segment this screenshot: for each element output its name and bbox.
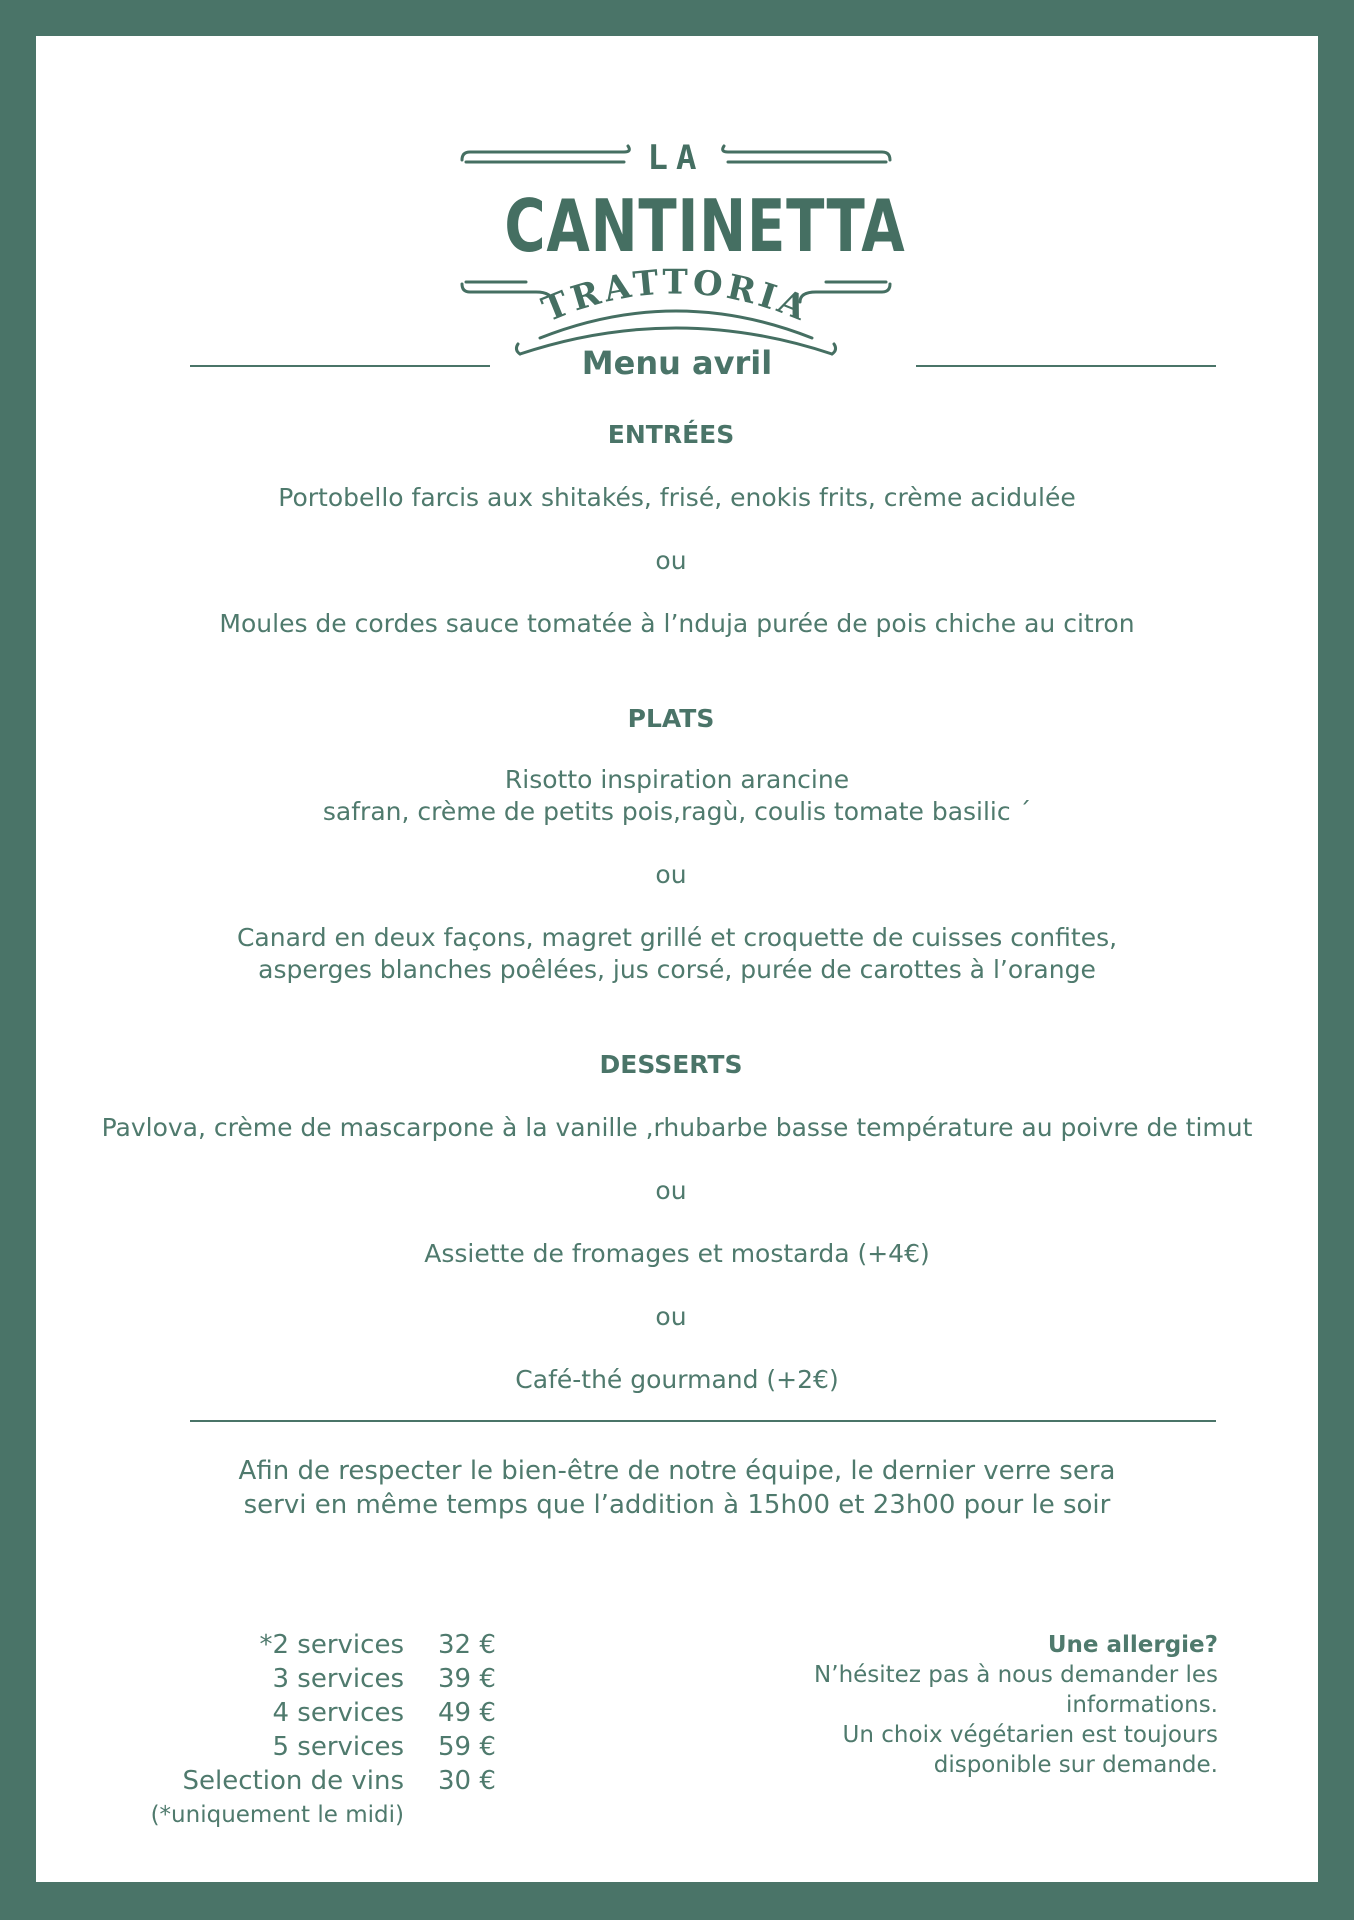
plat-item (36, 764, 1318, 828)
plat-item-line: Canard en deux façons, magret grillé et croquette de cuisses confites, (236, 923, 1118, 952)
price-values (438, 1628, 568, 1798)
price-value: 49 € (438, 1698, 496, 1728)
price-label: 5 services (272, 1732, 404, 1762)
plat-item (36, 922, 1318, 986)
plat-item-line: Risotto inspiration arancine (504, 765, 850, 794)
note-line: servi en même temps que l’addition à 15h00 et 23h00 pour le soir (243, 1490, 1111, 1520)
plat-item-line: asperges blanches poêlées, jus corsé, purée de carottes à l’orange (258, 955, 1096, 984)
logo-cantinetta: CANTINETTA (504, 184, 906, 268)
price-labels (126, 1628, 404, 1832)
price-value: 32 € (438, 1630, 496, 1660)
dessert-item: Café-thé gourmand (+2€) (515, 1365, 839, 1394)
footer-divider (190, 1420, 1216, 1422)
price-footnote: (*uniquement le midi) (150, 1802, 404, 1828)
logo-la: LA (647, 138, 705, 178)
separator-ou: ou (655, 860, 687, 889)
entree-item: Portobello farcis aux shitakés, frisé, enokis frits, crème acidulée (278, 483, 1076, 512)
restaurant-logo (456, 106, 906, 376)
dessert-item: Pavlova, crème de mascarpone à la vanille ,rhubarbe basse température au poivre de timut (101, 1113, 1253, 1142)
menu-title: Menu avril (581, 344, 773, 382)
allergy-line: N’hésitez pas à nous demander les (814, 1662, 1218, 1688)
price-label: *2 services (259, 1630, 404, 1660)
allergy-line: Un choix végétarien est toujours (842, 1722, 1218, 1748)
menu-page (36, 36, 1318, 1882)
allergy-info (776, 1630, 1218, 1780)
entree-item: Moules de cordes sauce tomatée à l’nduja purée de pois chiche au citron (219, 609, 1135, 638)
price-value: 59 € (438, 1732, 496, 1762)
separator-ou: ou (655, 546, 687, 575)
allergy-line: disponible sur demande. (933, 1752, 1218, 1778)
separator-ou: ou (655, 1176, 687, 1205)
note-line: Afin de respecter le bien-être de notre équipe, le dernier verre sera (238, 1456, 1116, 1486)
allergy-line: informations. (1065, 1692, 1218, 1718)
section-heading-plats: PLATS (627, 704, 715, 733)
price-label: Selection de vins (182, 1766, 404, 1796)
price-value: 39 € (438, 1664, 496, 1694)
plat-item-line: safran, crème de petits pois,ragù, coulis tomate basilic ´ (322, 797, 1032, 826)
price-label: 4 services (272, 1698, 404, 1728)
separator-ou: ou (655, 1302, 687, 1331)
dessert-item: Assiette de fromages et mostarda (+4€) (424, 1239, 930, 1268)
price-label: 3 services (272, 1664, 404, 1694)
allergy-title: Une allergie? (1047, 1632, 1218, 1658)
section-heading-entrees: ENTRÉES (607, 420, 735, 449)
logo-trattoria: TRATTORIA (536, 262, 816, 331)
closing-time-note (0, 1454, 1354, 1522)
section-heading-desserts: DESSERTS (599, 1050, 743, 1079)
price-value: 30 € (438, 1766, 496, 1796)
